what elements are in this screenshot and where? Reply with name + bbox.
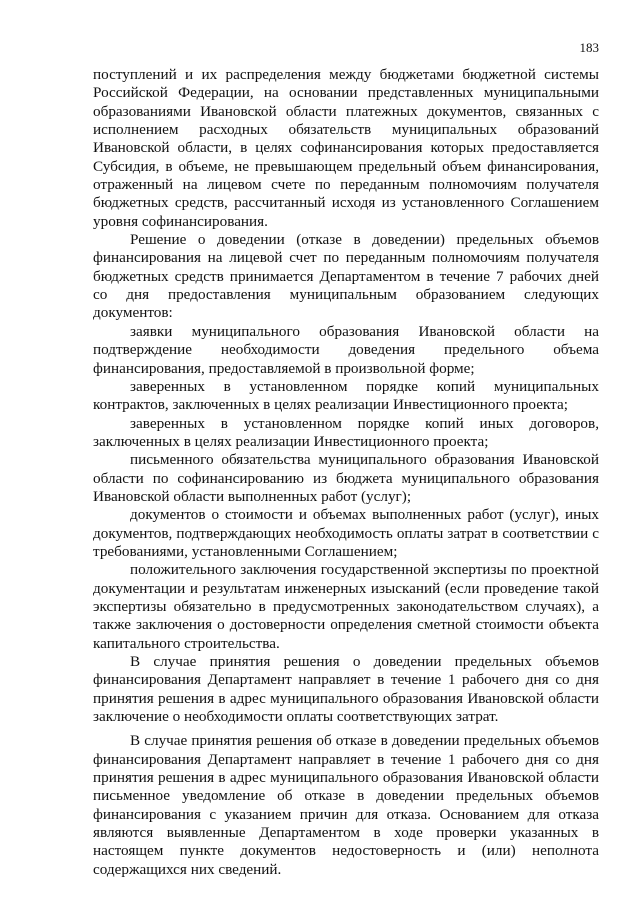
list-item-municipal-contracts: заверенных в установленном порядке копий муниципальных контрактов, заключенных в целях реализации Инвестиционного проекта; [93,377,599,414]
list-item-cost-documents: документов о стоимости и объемах выполненных работ (услуг), иных документов, подтверждающих необходимость оплаты затрат в соответствии с требованиями, установленными Соглашением; [93,506,599,560]
paragraph-continuation: поступлений и их распределения между бюджетами бюджетной системы Российской Федерации, на основании представленных муниципальными образованиями Ивановской области платежных документов, связанных с исполнением расходных обязательств муниципальных образований Ивановской области, в целях софинансирования которых предоставляется Субсидия, в объеме, не превышающем предельный объем финансирования, отраженный на лицевом счете по переданным полномочиям получателя бюджетных средств, рассчитанный исходя из установленного Соглашением уровня софинансирования. [93,66,599,230]
list-item-application: заявки муниципального образования Ивановской области на подтверждение необходимости доведения предельного объема финансирования, предоставляемой в произвольной форме; [93,322,599,377]
body-text [93,66,599,879]
list-item-expert-conclusion: положительного заключения государственной экспертизы по проектной документации и результатам инженерных изысканий (если проведение такой экспертизы обязательно в предусмотренных законодательством случаях), а также заключения о достоверности определения сметной стоимости объекта капитального строительства. [93,561,599,652]
paragraph-approval-case: В случае принятия решения о доведении предельных объемов финансирования Департамент направляет в течение 1 рабочего дня со дня принятия решения в адрес муниципального образования Ивановской области заключение о необходимости оплаты соответствующих затрат. [93,653,599,726]
list-item-other-contracts: заверенных в установленном порядке копий иных договоров, заключенных в целях реализации Инвестиционного проекта; [93,414,599,450]
paragraph-refusal-case: В случае принятия решения об отказе в доведении предельных объемов финансирования Департамент направляет в течение 1 рабочего дня со дня принятия решения в адрес муниципального образования Ивановской области письменное уведомление об отказе в доведении предельных объемов финансирования с указанием причин для отказа. Основанием для отказа являются выявленные Департаментом в ходе проверки указанных в настоящем пункте документов недостоверность и (или) неполнота содержащихся них сведений. [93,732,599,878]
page-number: 183 [579,40,599,55]
paragraph-decision: Решение о доведении (отказе в доведении) предельных объемов финансирования на лицевой счет по переданным полномочиям получателя бюджетных средств принимается Департаментом в течение 7 рабочих дней со дня предоставления муниципальным образованием следующих документов: [93,231,599,322]
list-item-written-obligation: письменного обязательства муниципального образования Ивановской области по софинансированию из бюджета муниципального образования Ивановской области выполненных работ (услуг); [93,451,599,505]
